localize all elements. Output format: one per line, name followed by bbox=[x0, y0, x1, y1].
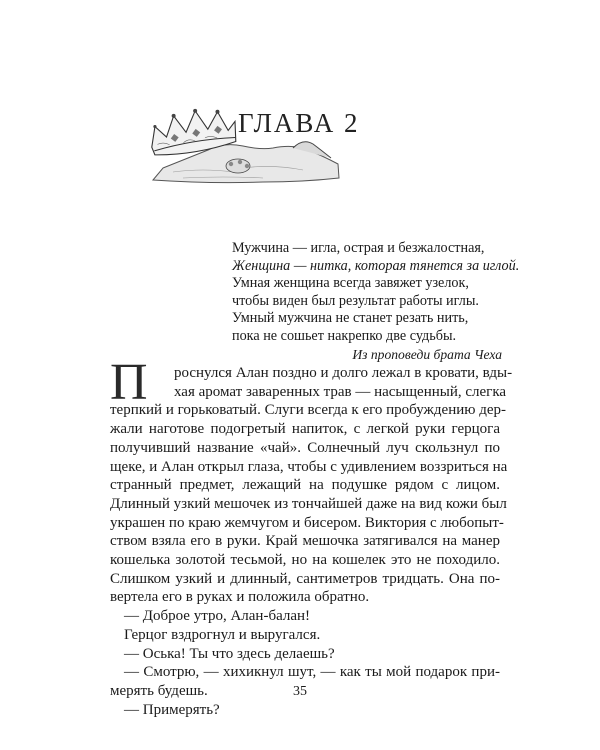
dialogue-line: — Примерять? bbox=[124, 701, 220, 718]
body-line: украшен по краю жемчугом и бисером. Виктория с любопыт- bbox=[110, 514, 504, 531]
epigraph-line: Мужчина — игла, острая и безжалостная, bbox=[232, 240, 485, 256]
epigraph-line: Умный мужчина не станет резать нить, bbox=[232, 310, 469, 327]
dialogue-line: — Доброе утро, Алан-балан! bbox=[124, 608, 311, 625]
body-line: ством взяла его в руки. Край мешочка затягивался на манер bbox=[110, 533, 500, 550]
body-line: щеке, и Алан открыл глаза, чтобы с удивлением воззриться на bbox=[110, 458, 508, 475]
body-line: странный предмет, лежащий на подушке рядом с лицом. bbox=[110, 477, 500, 494]
epigraph-line: пока не сошьет накрепко две судьбы. bbox=[232, 327, 457, 344]
body-line: мерять будешь. bbox=[110, 682, 208, 699]
epigraph-line: Женщина — нитка, которая тянется за иглой. bbox=[232, 257, 520, 274]
body-line: хая аромат заваренных трав — насыщенный, слегка bbox=[174, 383, 507, 400]
epigraph-source: Из проповеди брата Чеха bbox=[352, 346, 502, 362]
epigraph bbox=[232, 240, 520, 363]
body-line: Слишком узкий и длинный, сантиметров тридцать. Она по- bbox=[110, 570, 500, 587]
dialogue-line: — Оська! Ты что здесь делаешь? bbox=[124, 645, 335, 662]
body-line: Длинный узкий мешочек из тончайшей даже на вид кожи был bbox=[110, 495, 507, 512]
body-line: получивший название «чай». Солнечный луч скользнул по bbox=[110, 439, 500, 456]
body-line: терпкий и горьковатый. Слуги всегда к его пробуждению дер- bbox=[110, 402, 506, 419]
body-line: вертела его в руках и положила обратно. bbox=[110, 589, 370, 606]
chapter-title: ГЛАВА 2 bbox=[238, 108, 360, 138]
body-line: жали наготове подогретый напиток, с легкой руки герцога bbox=[110, 421, 500, 438]
page-number: 35 bbox=[293, 684, 307, 699]
dialogue-line: — Смотрю, — хихикнул шут, — как ты мой подарок при- bbox=[124, 664, 500, 681]
body-line: Герцог вздрогнул и выругался. bbox=[124, 626, 321, 643]
body-line: кошелька золотой тесьмой, но на кошелек это не походило. bbox=[110, 552, 500, 569]
body-line: роснулся Алан поздно и долго лежал в кровати, вды- bbox=[174, 365, 513, 381]
chapter-body bbox=[110, 364, 513, 719]
epigraph-line: Умная женщина всегда завяжет узелок, bbox=[232, 275, 469, 292]
epigraph-line: чтобы виден был результат работы иглы. bbox=[232, 292, 479, 309]
drop-cap: П bbox=[110, 354, 148, 411]
